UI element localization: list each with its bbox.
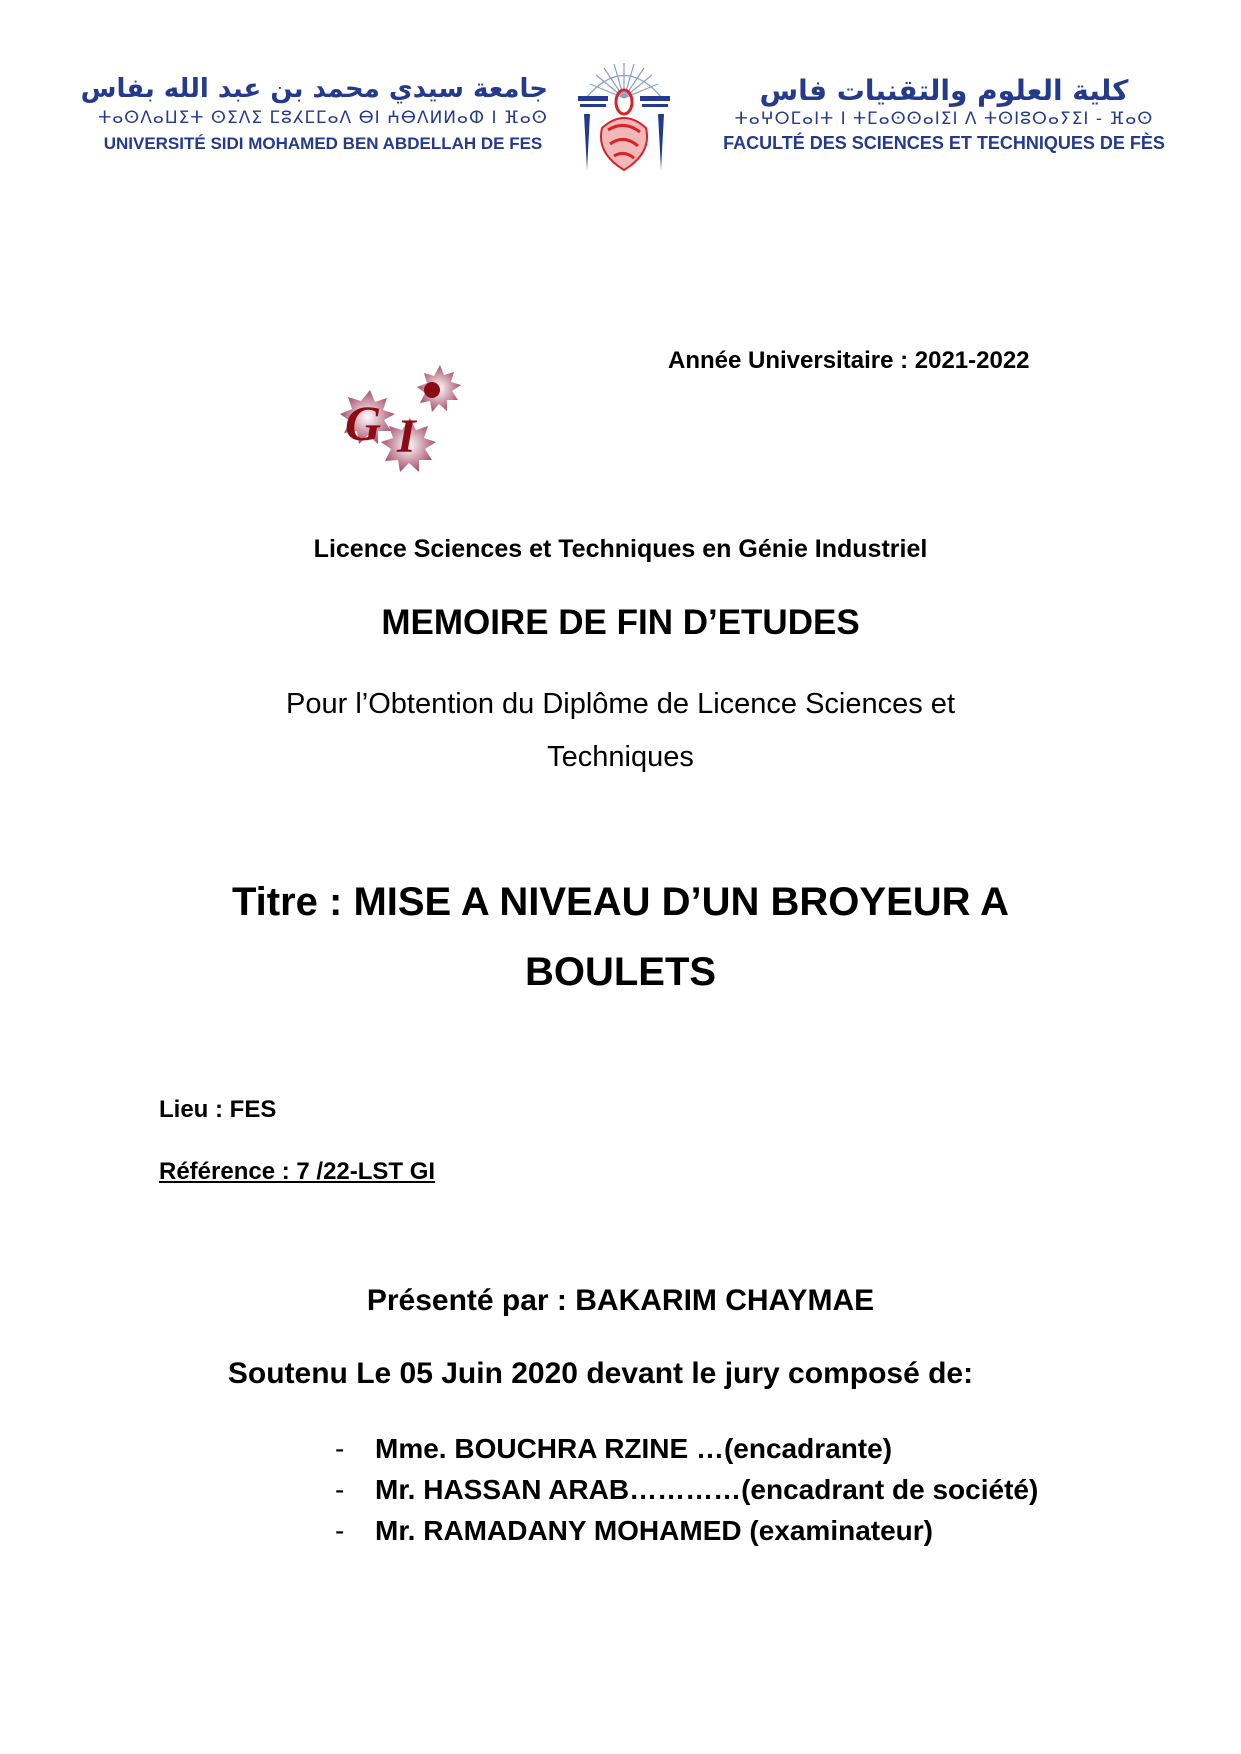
faculty-name-french: FACULTÉ DES SCIENCES ET TECHNIQUES DE FÈS	[723, 133, 1165, 153]
jury-member-text: Mme. BOUCHRA RZINE …(encadrante)	[375, 1432, 893, 1464]
list-bullet: -	[335, 1514, 345, 1546]
academic-year: Année Universitaire : 2021-2022	[668, 347, 1030, 374]
location: Lieu : FES	[159, 1096, 277, 1123]
thesis-title-line-2: BOULETS	[524, 950, 717, 994]
program-name: Licence Sciences et Techniques en Génie Industriel	[313, 535, 928, 563]
svg-text:I: I	[397, 410, 416, 463]
university-name-tifinagh: ⵜⴰⵙⴷⴰⵡⵉⵜ ⵙⵉⴷⵉ ⵎⵓⵃⵎⵎⴰⴷ ⴱⵏ ⵄⴱⴷⵍⵍⴰⵀ ⵏ ⴼⴰⵙ	[98, 108, 548, 128]
reference: Référence : 7 /22-LST GI	[159, 1158, 436, 1185]
purpose-line-2: Techniques	[547, 741, 694, 773]
defense-info: Soutenu Le 05 Juin 2020 devant le jury composé de:	[227, 1357, 974, 1390]
jury-member	[335, 1469, 1038, 1510]
presented-by: Présenté par : BAKARIM CHAYMAE	[366, 1284, 875, 1317]
university-header	[80, 74, 548, 154]
university-name-arabic: جامعة سيدي محمد بن عبد الله بفاس	[80, 74, 548, 104]
document-type: MEMOIRE DE FIN D’ETUDES	[381, 603, 860, 642]
jury-list	[335, 1428, 1038, 1551]
university-name-french: UNIVERSITÉ SIDI MOHAMED BEN ABDELLAH DE FES	[103, 134, 543, 153]
list-bullet: -	[335, 1473, 345, 1505]
jury-member-text: Mr. HASSAN ARAB…………(encadrant de société)	[375, 1473, 1039, 1505]
gear-logo-icon	[335, 360, 470, 475]
jury-member	[335, 1510, 1038, 1551]
faculty-header	[694, 74, 1194, 154]
emblem-icon	[574, 58, 674, 180]
thesis-title-line-1: Titre : MISE A NIVEAU D’UN BROYEUR A	[231, 880, 1010, 924]
university-emblem	[574, 58, 674, 180]
purpose-line-1: Pour l’Obtention du Diplôme de Licence Sciences et	[286, 688, 955, 720]
jury-member-text: Mr. RAMADANY MOHAMED (examinateur)	[375, 1514, 933, 1546]
gi-logo	[335, 360, 470, 475]
list-bullet: -	[335, 1432, 345, 1464]
faculty-name-arabic: كلية العلوم والتقنيات فاس	[759, 74, 1129, 107]
jury-member	[335, 1428, 1038, 1469]
svg-text:G: G	[345, 395, 382, 451]
faculty-name-tifinagh: ⵜⴰⵖⵔⵎⴰⵏⵜ ⵏ ⵜⵎⴰⵙⵙⴰⵏⵉⵏ ⴷ ⵜⵙⵏⵓⵔⴰⵢⵉⵏ - ⴼⴰⵙ	[734, 109, 1154, 129]
